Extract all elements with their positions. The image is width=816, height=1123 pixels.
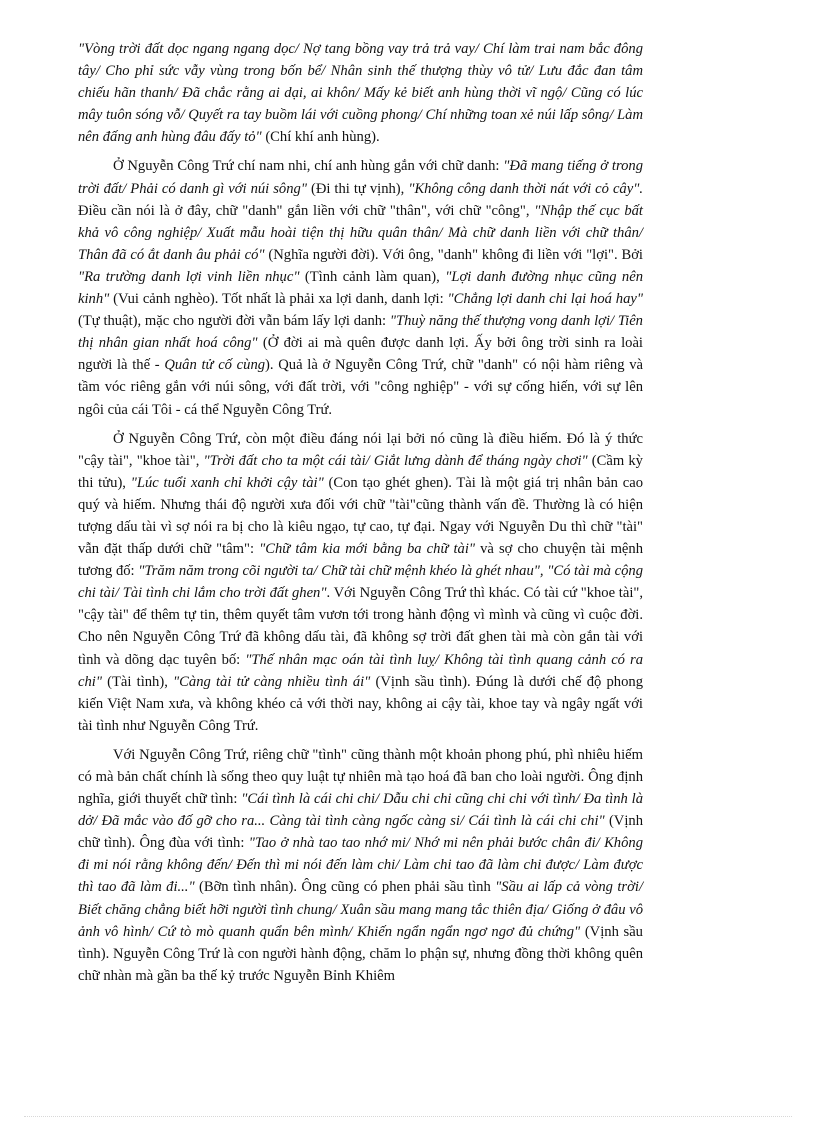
- text: (Vịnh chữ tình). Ông đùa với tình:: [78, 813, 643, 852]
- quote: "Vòng trời đất dọc ngang ngang dọc/ Nợ tang bồng vay trả trả vay/ Chí làm trai nam bắc đông tây/ Cho phỉ sức vẫy vùng trong bốn bể/ Nhân sinh thế thượng thùy vô tử/ Lưu đắc đan tâm chiếu hãn thanh/ Đã chắc rằng ai dại, ai khôn/ Mấy kẻ biết anh hùng thời vĩ ngộ/ Cũng có lúc mây tuôn sóng vỗ/ Quyết ra tay buồm lái với cuồng phong/ Chí những toan xẻ núi lấp sông/ Làm nên đấng anh hùng đâu đấy tỏ": [78, 41, 643, 146]
- text: và sợ cho chuyện tài mệnh tương đố:: [78, 541, 644, 580]
- quote: "Trời đất cho ta một cái tài/ Giắt lưng dành để tháng ngày chơi": [203, 452, 588, 469]
- text: (Nghĩa người đời). Với ông, "danh" không đi liền với "lợi". Bởi: [264, 246, 643, 263]
- paragraph-2: [78, 155, 643, 420]
- text: Ở Nguyễn Công Trứ chí nam nhi, chí anh hùng gắn với chữ danh:: [113, 158, 504, 175]
- document-page: [78, 38, 643, 987]
- quote: "Không công danh thời nát với cỏ cây".: [408, 180, 643, 197]
- quote: "Trăm năm trong cõi người ta/ Chữ tài chữ mệnh khéo là ghét nhau", "Có tài mà cộng chi tài/ Tài tình chi lắm cho trời đất ghen": [78, 563, 643, 602]
- quote: "Cái tình là cái chi chi/ Dẫu chi chi cũng chi chi với tình/ Đa tình là dở/ Đã mắc vào đố gỡ cho ra... Càng tài tình càng ngốc càng si/ Cái tình là cái chi chi": [78, 791, 643, 830]
- quote: "Sầu ai lấp cả vòng trời/ Biết chăng chẳng biết hỡi người tình chung/ Xuân sầu mang mang tắc thiên địa/ Giống ở đâu vô ảnh vô hình/ Cứ tò mò quanh quẩn bên mình/ Khiến ngẩn ngẩn ngơ ngơ đủ chứng": [78, 879, 643, 940]
- text: (Tình cảnh làm quan),: [299, 268, 446, 285]
- quote: "Thế nhân mạc oán tài tình luỵ/ Không tài tình quang cảnh có ra chi": [78, 651, 643, 690]
- text: (Ở đời ai mà quên được danh lợi. Ấy bởi ông trời sinh ra loài người là thế -: [78, 335, 643, 374]
- quote: Quân tử cố cùng: [164, 357, 266, 374]
- quote: "Chẳng lợi danh chi lại hoá hay": [447, 291, 643, 308]
- paragraph-1: [78, 38, 643, 148]
- text: (Bỡn tình nhân). Ông cũng có phen phải sầu tình: [194, 879, 496, 896]
- page-divider: [24, 1116, 792, 1117]
- text: (Vịnh sầu tình). Đúng là dưới chế độ phong kiến Việt Nam xưa, và không khéo cả với thời nay, không ai cậy tài, khoe tay và ngây ngất với tài tình như Nguyễn Công Trứ.: [78, 673, 643, 734]
- text: Điều cần nói là ở đây, chữ "danh" gắn liền với chữ "thân", với chữ "công",: [78, 202, 535, 219]
- quote: "Nhập thế cục bất khả vô công nghiệp/ Xuất mẫu hoài tiện thị hữu quân thân/ Mà chữ danh liền với chữ thân/ Thân đã có ắt danh âu phải có": [78, 202, 643, 263]
- quote: "Chữ tâm kia mới bằng ba chữ tài": [259, 541, 476, 558]
- quote: "Thuỳ năng thế thượng vong danh lợi/ Tiên thị nhân gian nhất hoá công": [78, 313, 643, 352]
- text: (Đi thi tự vịnh),: [306, 180, 409, 197]
- text: . Với Nguyễn Công Trứ thì khác. Có tài cứ "khoe tài", "cậy tài" để thêm tự tin, thêm quyết tâm vươn tới trong hành động vì mình và cũng vì cuộc đời. Cho nên Nguyễn Công Trứ đã không dấu tài, đã không sợ trời đất ghen tài mà còn gắn tài với tình và dõng dạc tuyên bố:: [78, 585, 643, 668]
- text: (Con tạo ghét ghen). Tài là một giá trị nhân bản cao quý và hiếm. Nhưng thái độ người xưa đối với chữ "tài"cũng thành vấn đề. Thường là có hiện tượng dấu tài vì sợ nói ra bị cho là kiêu ngạo, tự cao, tự đại. Ngay với Nguyễn Du thì chữ "tài" vẫn đặt thấp dưới chữ "tâm":: [78, 474, 643, 558]
- text: (Vui cảnh nghèo). Tốt nhất là phải xa lợi danh, danh lợi:: [109, 291, 448, 308]
- text: (Chí khí anh hùng).: [261, 129, 380, 146]
- text: Ở Nguyễn Công Trứ, còn một điều đáng nói lại bởi nó cũng là điều hiếm. Đó là ý thức "cậy tài", "khoe tài",: [78, 430, 643, 469]
- text: (Tự thuật), mặc cho người đời vẫn bám lấy lợi danh:: [78, 313, 390, 330]
- quote: "Đã mang tiếng ở trong trời đất/ Phải có danh gì với núi sông": [78, 158, 643, 197]
- quote: "Lợi danh đường nhục cũng nên kinh": [78, 268, 643, 308]
- text: ). Quả là ở Nguyễn Công Trứ, chữ "danh" có nội hàm riêng và tầm vóc riêng gắn với núi sông, với đất trời, với "công nghiệp" - với sự cống hiến, với sự lên ngôi của cái Tôi - cá thể Nguyễn Công Trứ.: [78, 357, 643, 418]
- quote: "Lúc tuổi xanh chỉ khởi cậy tài": [130, 474, 324, 491]
- text: Với Nguyễn Công Trứ, riêng chữ "tình" cũng thành một khoản phong phú, phì nhiêu hiếm có mà bản chất chính là sống theo quy luật tự nhiên mà tạo hoá đã ban cho loài người. Ông định nghĩa, giới thuyết chữ tình:: [78, 746, 643, 808]
- text: (Vịnh sầu tình). Nguyễn Công Trứ là con người hành động, chăm lo phận sự, nhưng đồng thời không quên chữ nhàn mà gần ba thế kỷ trước Nguyễn Bỉnh Khiêm: [78, 923, 643, 984]
- paragraph-3: [78, 428, 643, 737]
- text: (Cầm kỳ thi tửu),: [78, 452, 643, 491]
- paragraph-4: [78, 744, 643, 987]
- text: (Tài tình),: [101, 673, 174, 690]
- quote: "Càng tài tử càng nhiều tình ái": [173, 673, 371, 690]
- quote: "Ra trường danh lợi vinh liền nhục": [78, 268, 300, 285]
- quote: "Tao ở nhà tao tao nhớ mi/ Nhớ mi nên phải bước chân đi/ Không đi mi nói rằng không đến/ Đến thì mi nói đến làm chi/ Làm chi tao đã làm chi được/ Làm được thì tao đã làm đi...": [78, 835, 643, 896]
